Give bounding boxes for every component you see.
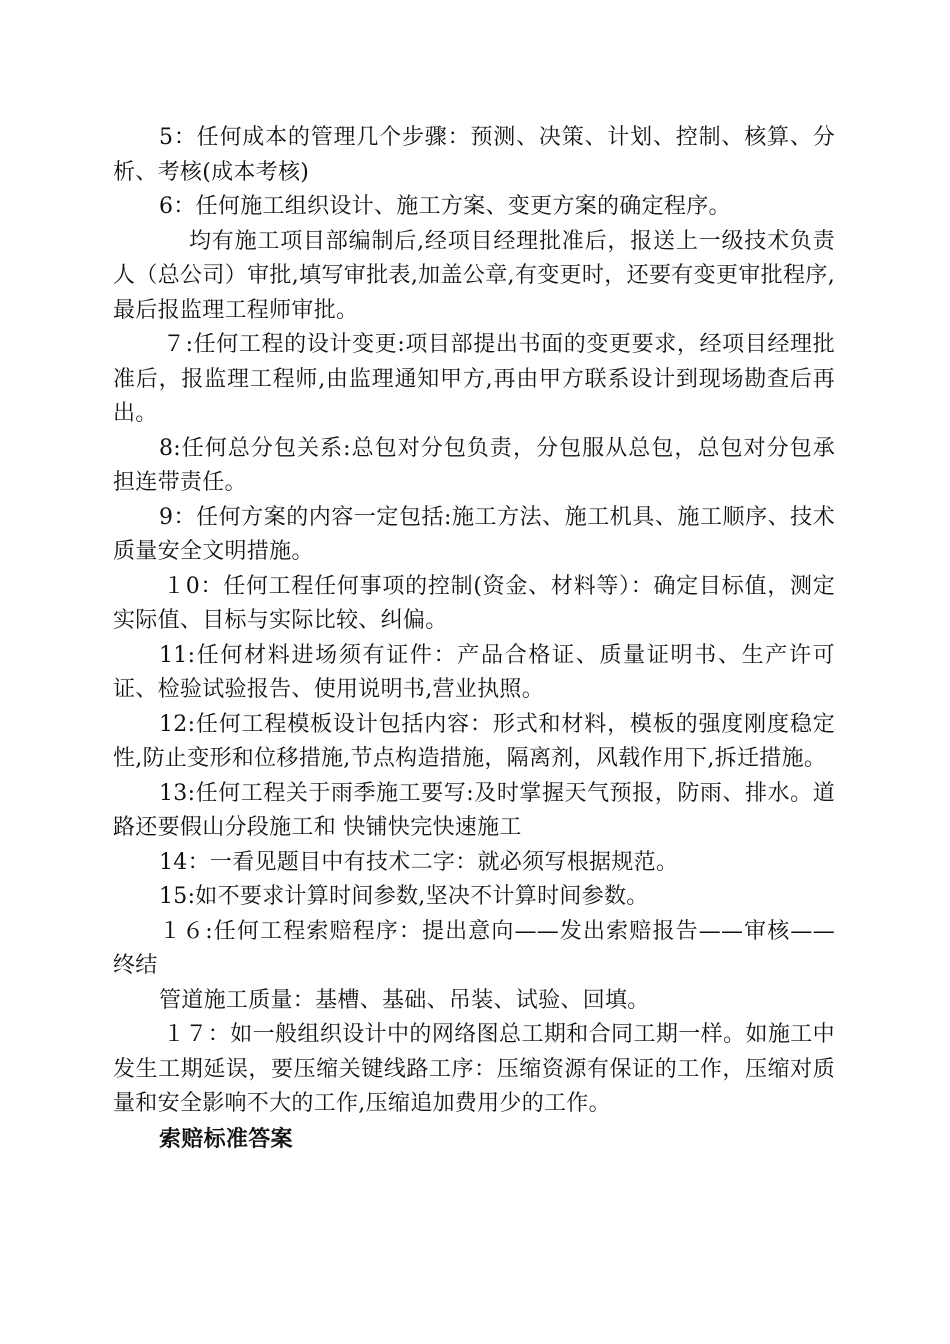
paragraph-12-formwork-design: 12:任何工程模板设计包括内容：形式和材料，模板的强度刚度稳定性,防止变形和位移措施,节点构造措施，隔离剂，风载作用下,拆迁措施。 bbox=[113, 711, 835, 771]
section-heading-claim-answer: 索赔标准答案 bbox=[159, 1125, 293, 1152]
paragraph-13-rainy-season: 13:任何工程关于雨季施工要写:及时掌握天气预报，防雨、排水。道路还要假山分段施工和 快铺快完快速施工 bbox=[113, 780, 835, 840]
paragraph-11-material-documents: 11:任何材料进场须有证件：产品合格证、质量证明书、生产许可证、检验试验报告、使用说明书,营业执照。 bbox=[113, 642, 835, 702]
paragraph-14-technology: 14：一看见题目中有技术二字：就必须写根据规范。 bbox=[159, 849, 679, 875]
paragraph-15-time-parameters: 15:如不要求计算时间参数,坚决不计算时间参数。 bbox=[159, 884, 649, 909]
paragraph-16-claim-procedure: １６:任何工程索赔程序：提出意向——发出索赔报告——审核——终结 bbox=[113, 918, 835, 978]
paragraph-6-approval-detail: 均有施工项目部编制后,经项目经理批准后，报送上一级技术负责人（总公司）审批,填写审批表,加盖公章,有变更时，还要有变更审批程序,最后报监理工程师审批。 bbox=[113, 228, 835, 323]
paragraph-5-cost-management: 5：任何成本的管理几个步骤：预测、决策、计划、控制、核算、分析、考核(成本考核) bbox=[113, 125, 835, 185]
paragraph-7-design-change: ７:任何工程的设计变更:项目部提出书面的变更要求，经项目经理批准后，报监理工程师,由监理通知甲方,再由甲方联系设计到现场勘查后再出。 bbox=[113, 332, 835, 426]
paragraph-17-schedule-delay: １７：如一般组织设计中的网络图总工期和合同工期一样。如施工中发生工期延误，要压缩关键线路工序：压缩资源有保证的工作，压缩对质量和安全影响不大的工作,压缩追加费用少的工作。 bbox=[113, 1022, 835, 1116]
paragraph-pipeline-quality: 管道施工质量：基槽、基础、吊装、试验、回填。 bbox=[159, 987, 650, 1013]
document-body bbox=[113, 121, 835, 1156]
paragraph-8-subcontract: 8:任何总分包关系:总包对分包负责，分包服从总包，总包对分包承担连带责任。 bbox=[113, 435, 835, 495]
paragraph-10-control: １0：任何工程任何事项的控制(资金、材料等）：确定目标值，测定实际值、目标与实际比较、纠偏。 bbox=[113, 573, 835, 633]
paragraph-9-plan-content: 9：任何方案的内容一定包括:施工方法、施工机具、施工顺序、技术质量安全文明措施。 bbox=[113, 504, 835, 564]
paragraph-6-approval-procedure: 6：任何施工组织设计、施工方案、变更方案的确定程序。 bbox=[159, 194, 731, 219]
